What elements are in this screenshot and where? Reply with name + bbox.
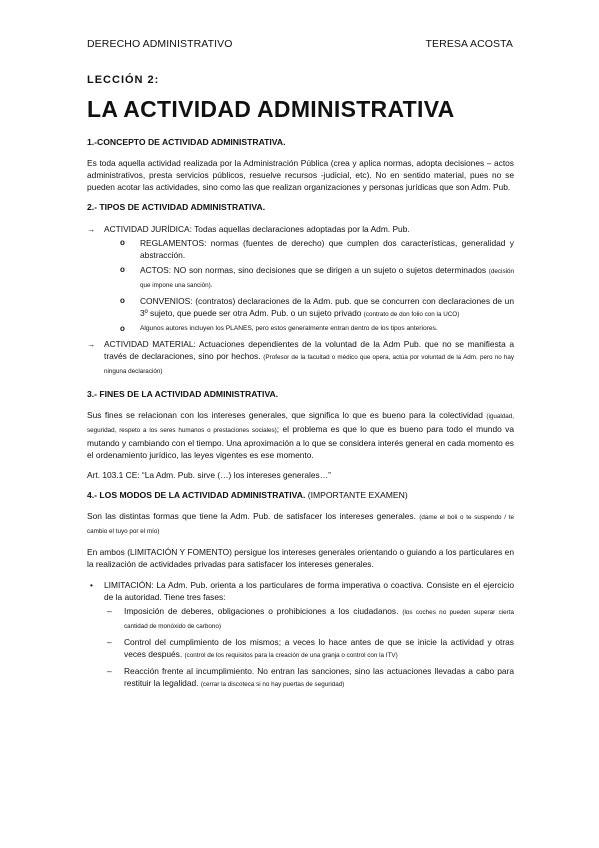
- circle-bullet-icon: o: [120, 264, 125, 274]
- list-item-fase-1: [87, 605, 514, 633]
- circle-bullet-icon: o: [120, 296, 125, 306]
- page-title: LA ACTIVIDAD ADMINISTRATIVA: [87, 96, 455, 123]
- actos-text: ACTOS: NO son normas, sino decisiones que se dirigen a un sujeto o sujetos determinados: [140, 264, 487, 275]
- fase-3-text: Reacción frente al incumplimiento. No entran las sanciones, sino las actuaciones llevadas a cabo para restituir la legalidad.: [124, 666, 514, 689]
- section-3-note: (igualdad, seguridad, respeto a los seres humanos o prestaciones sociales): [87, 412, 515, 434]
- fase-1-note: (los coches no pueden superar cierta cantidad de monóxido de carbono): [124, 608, 514, 630]
- circle-bullet-icon: o: [120, 324, 125, 334]
- circle-bullet-icon: o: [120, 237, 125, 247]
- list-item-material: [87, 338, 514, 378]
- convenios-note: (contrato de don folio con la UCO): [363, 311, 460, 319]
- convenios-text: CONVENIOS: (contratos) declaraciones de la Adm. pub. que se concurren con declaraciones de un 3º sujeto, que puede ser otra Adm. Pub. o un sujeto privado: [140, 296, 514, 319]
- section-1-text: Es toda aquella actividad realizada por la Administración Pública (crea y aplica normas, adopta decisiones – actos administrativos, presta servicios públicos, resuelve recursos -judicial, etc). No en sentido material, pues no se pueden acotar las actividades, sino como las que realizan organizaciones y personas jurídicas que son Adm. Pub.: [87, 158, 514, 193]
- limitacion-text: LIMITACIÓN: La Adm. Pub. orienta a los particulares de forma imperativa o coactiva. Consiste en el ejercicio de la autoridad. Tiene tres fases:: [104, 579, 514, 602]
- list-item-juridica: [87, 223, 514, 235]
- section-3-heading: 3.- FINES DE LA ACTIVIDAD ADMINISTRATIVA.: [87, 388, 279, 399]
- section-4-heading: [87, 489, 514, 501]
- section-3-text-a: Sus fines se relacionan con los intereses generales, que significa lo que es bueno para la colectividad: [87, 409, 483, 420]
- header-author: TERESA ACOSTA: [425, 38, 513, 50]
- fase-3-note: (cerrar la discoteca si no hay puertas de seguridad): [200, 681, 345, 689]
- dash-icon: –: [107, 636, 112, 647]
- section-4-p2: En ambos (LIMITACIÓN Y FOMENTO) persigue los intereses generales orientando o guiando a los particulares en la realización de actividades privadas para satisfacer los intereses generales.: [87, 547, 514, 570]
- reglamentos-text: REGLAMENTOS: normas (fuentes de derecho) que cumplen dos características, generalidad y abstracción.: [140, 237, 514, 260]
- fase-2-note: (control de los requisitos para la creación de una granja o control con la ITV): [184, 652, 398, 659]
- dash-icon: –: [107, 666, 112, 677]
- bullet-icon: •: [90, 579, 93, 590]
- section-4-p1-note: (dame el boli o te suspendo / te cambio el tuyo por el mío): [87, 514, 514, 536]
- section-3-text-b: ; el problema es que lo que es bueno para todo el mundo va mutando y cambiando con el tiempo. Una aproximación a lo que se considera interés general en cada momento es el ordenamiento jurídico, las leyes vigentes es ese momento.: [87, 423, 514, 460]
- list-item-fase-2: [87, 636, 514, 662]
- section-4-heading-text: 4.- LOS MODOS DE LA ACTIVIDAD ADMINISTRATIVA.: [87, 490, 306, 501]
- actos-note: (decisión que impone una sanción).: [140, 267, 514, 289]
- list-item-convenios: [87, 295, 514, 321]
- section-4-p1-text: Son las distintas formas que tiene la Adm. Pub. de satisfacer los intereses generales.: [87, 511, 416, 522]
- document-body: [87, 74, 514, 694]
- list-item-planes: [87, 324, 514, 334]
- arrow-icon: →: [87, 339, 96, 350]
- list-item-limitacion: [87, 579, 514, 603]
- section-3-quote: Art. 103.1 CE: “La Adm. Pub. sirve (…) los intereses generales…”: [87, 469, 331, 480]
- fase-2-text: Control del cumplimiento de los mismos; a veces lo hace antes de que se inicie la actividad y otras veces después.: [124, 636, 514, 659]
- section-4-p1: [87, 510, 514, 538]
- arrow-icon: →: [87, 223, 96, 234]
- header-subject: DERECHO ADMINISTRATIVO: [87, 38, 233, 50]
- section-2-heading: 2.- TIPOS DE ACTIVIDAD ADMINISTRATIVA.: [87, 202, 266, 213]
- dash-icon: –: [107, 605, 112, 616]
- lesson-number: LECCIÓN 2:: [87, 74, 160, 86]
- juridica-text: ACTIVIDAD JURÍDICA: Todas aquellas declaraciones adoptadas por la Adm. Pub.: [104, 223, 410, 234]
- section-4-heading-extra: (IMPORTANTE EXAMEN): [307, 490, 408, 501]
- list-item-reglamentos: [87, 237, 514, 261]
- list-item-actos: [87, 264, 514, 292]
- material-text: ACTIVIDAD MATERIAL: Actuaciones dependientes de la voluntad de la Adm Pub. que no se manifiesta a través de declaraciones, sino por hechos.: [104, 339, 514, 362]
- planes-text: Algunos autores incluyen los PLANES, pero estos generalmente entran dentro de los tipos anteriores.: [140, 325, 438, 333]
- material-note: (Profesor de la facultad o médico que opera, actúa por voluntad de la Adm. pero no hay ninguna declaración): [104, 354, 515, 376]
- fase-1-text: Imposición de deberes, obligaciones o prohibiciones a los ciudadanos.: [124, 605, 399, 616]
- section-3-text: [87, 409, 514, 461]
- section-1-heading: 1.-CONCEPTO DE ACTIVIDAD ADMINISTRATIVA.: [87, 137, 286, 148]
- juridica-sublist: [87, 237, 514, 335]
- list-item-fase-3: [87, 665, 514, 691]
